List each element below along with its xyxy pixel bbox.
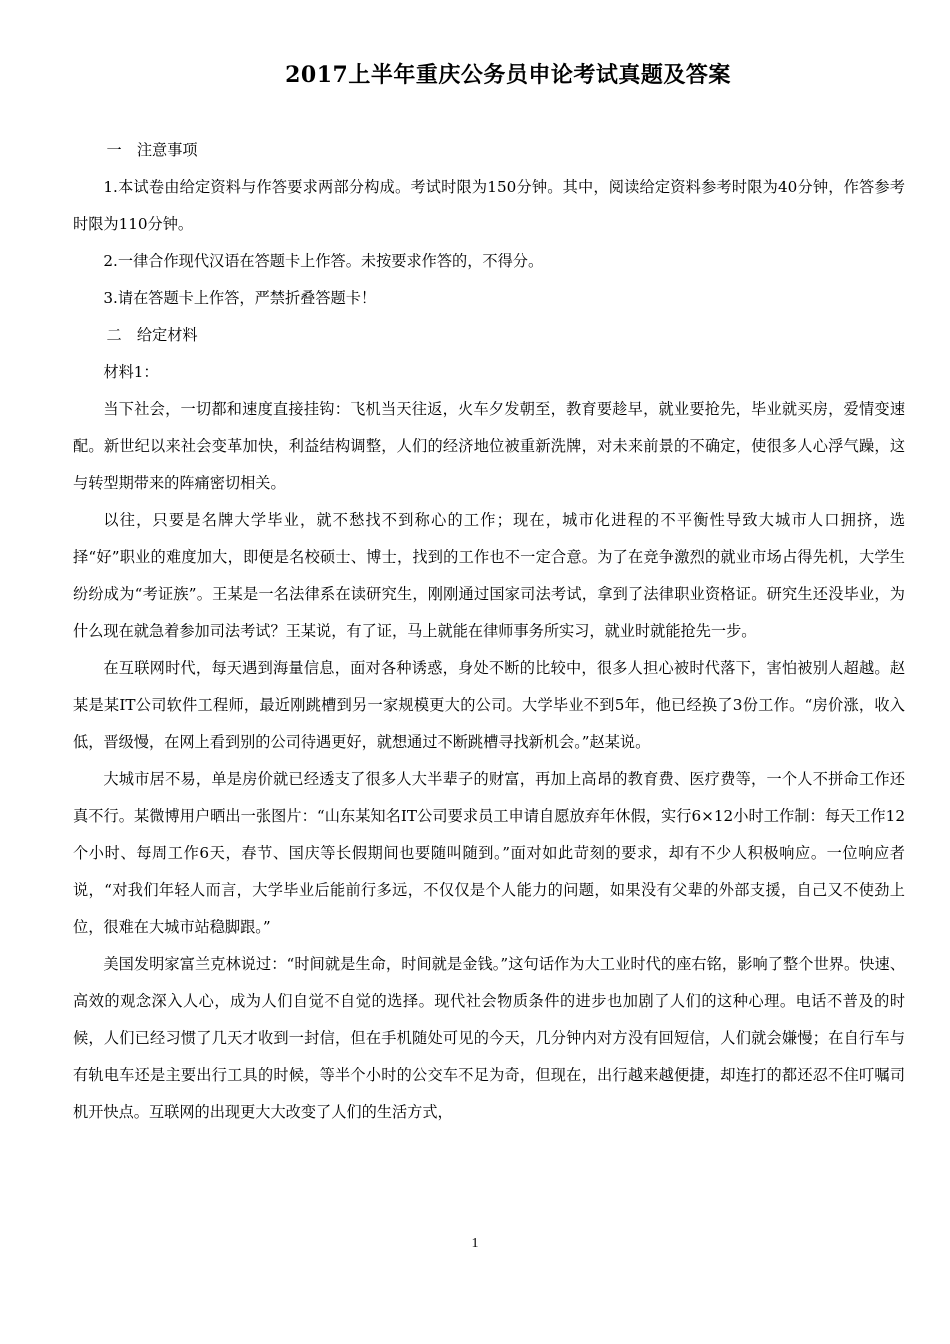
material-label: 材料1： bbox=[103, 363, 159, 381]
notice-item-1: 1.本试卷由给定资料与作答要求两部分构成。考试时限为150分钟。其中，阅读给定资料参考时限为40分钟，作答参考时限为110分钟。 bbox=[73, 178, 905, 233]
notice-item-3: 3.请在答题卡上作答，严禁折叠答题卡！ bbox=[103, 289, 377, 307]
material-paragraph-5: 美国发明家富兰克林说过：“时间就是生命，时间就是金钱。”这句话作为大工业时代的座右铭，影响了整个世界。快速、高效的观念深入人心，成为人们自觉不自觉的选择。现代社会物质条件的进步也加剧了人们的这种心理。电话不普及的时候，人们已经习惯了几天才收到一封信，但在手机随处可见的今天，几分钟内对方没有回短信，人们就会嫌慢；在自行车与有轨电车还是主要出行工具的时候，等半个小时的公交车不足为奇，但现在，出行越来越便捷，却连打的都还忍不住叮嘱司机开快点。互联网的出现更大大改变了人们的生活方式， bbox=[73, 955, 905, 1121]
document-title: 2017上半年重庆公务员申论考试真题及答案 bbox=[285, 62, 731, 88]
material-paragraph-4: 大城市居不易，单是房价就已经透支了很多人大半辈子的财富，再加上高昂的教育费、医疗费等，一个人不拼命工作还真不行。某微博用户晒出一张图片：“山东某知名IT公司要求员工申请自愿放弃年休假，实行6×12小时工作制：每天工作12个小时、每周工作6天，春节、国庆等长假期间也要随叫随到。”面对如此苛刻的要求，却有不少人积极响应。一位响应者说，“对我们年轻人而言，大学毕业后能前行多远，不仅仅是个人能力的问题，如果没有父辈的外部支援，自己又不使劲上位，很难在大城市站稳脚跟。” bbox=[73, 770, 905, 936]
material-paragraph-1: 当下社会，一切都和速度直接挂钩：飞机当天往返，火车夕发朝至，教育要趁早，就业要抢先，毕业就买房，爱情变速配。新世纪以来社会变革加快，利益结构调整，人们的经济地位被重新洗牌，对未来前景的不确定，使很多人心浮气躁，这与转型期带来的阵痛密切相关。 bbox=[73, 400, 905, 492]
page-number: 1 bbox=[471, 1236, 479, 1251]
material-paragraph-2: 以往，只要是名牌大学毕业，就不愁找不到称心的工作；现在，城市化进程的不平衡性导致大城市人口拥挤，选择“好”职业的难度加大，即便是名校硕士、博士，找到的工作也不一定合意。为了在竞争激烈的就业市场占得先机，大学生纷纷成为“考证族”。王某是一名法律系在读研究生，刚刚通过国家司法考试，拿到了法律职业资格证。研究生还没毕业，为什么现在就急着参加司法考试？王某说，有了证，马上就能在律师事务所实习，就业时就能抢先一步。 bbox=[73, 511, 905, 640]
section-heading-notice: 一 注意事项 bbox=[106, 141, 198, 159]
notice-item-2: 2.一律合作现代汉语在答题卡上作答。未按要求作答的，不得分。 bbox=[103, 252, 544, 270]
section-heading-material: 二 给定材料 bbox=[106, 326, 198, 344]
material-paragraph-3: 在互联网时代，每天遇到海量信息，面对各种诱惑，身处不断的比较中，很多人担心被时代落下，害怕被别人超越。赵某是某IT公司软件工程师，最近刚跳槽到另一家规模更大的公司。大学毕业不到5年，他已经换了3份工作。“房价涨，收入低，晋级慢，在网上看到别的公司待遇更好，就想通过不断跳槽寻找新机会。”赵某说。 bbox=[73, 659, 905, 751]
document-body bbox=[73, 132, 905, 1131]
